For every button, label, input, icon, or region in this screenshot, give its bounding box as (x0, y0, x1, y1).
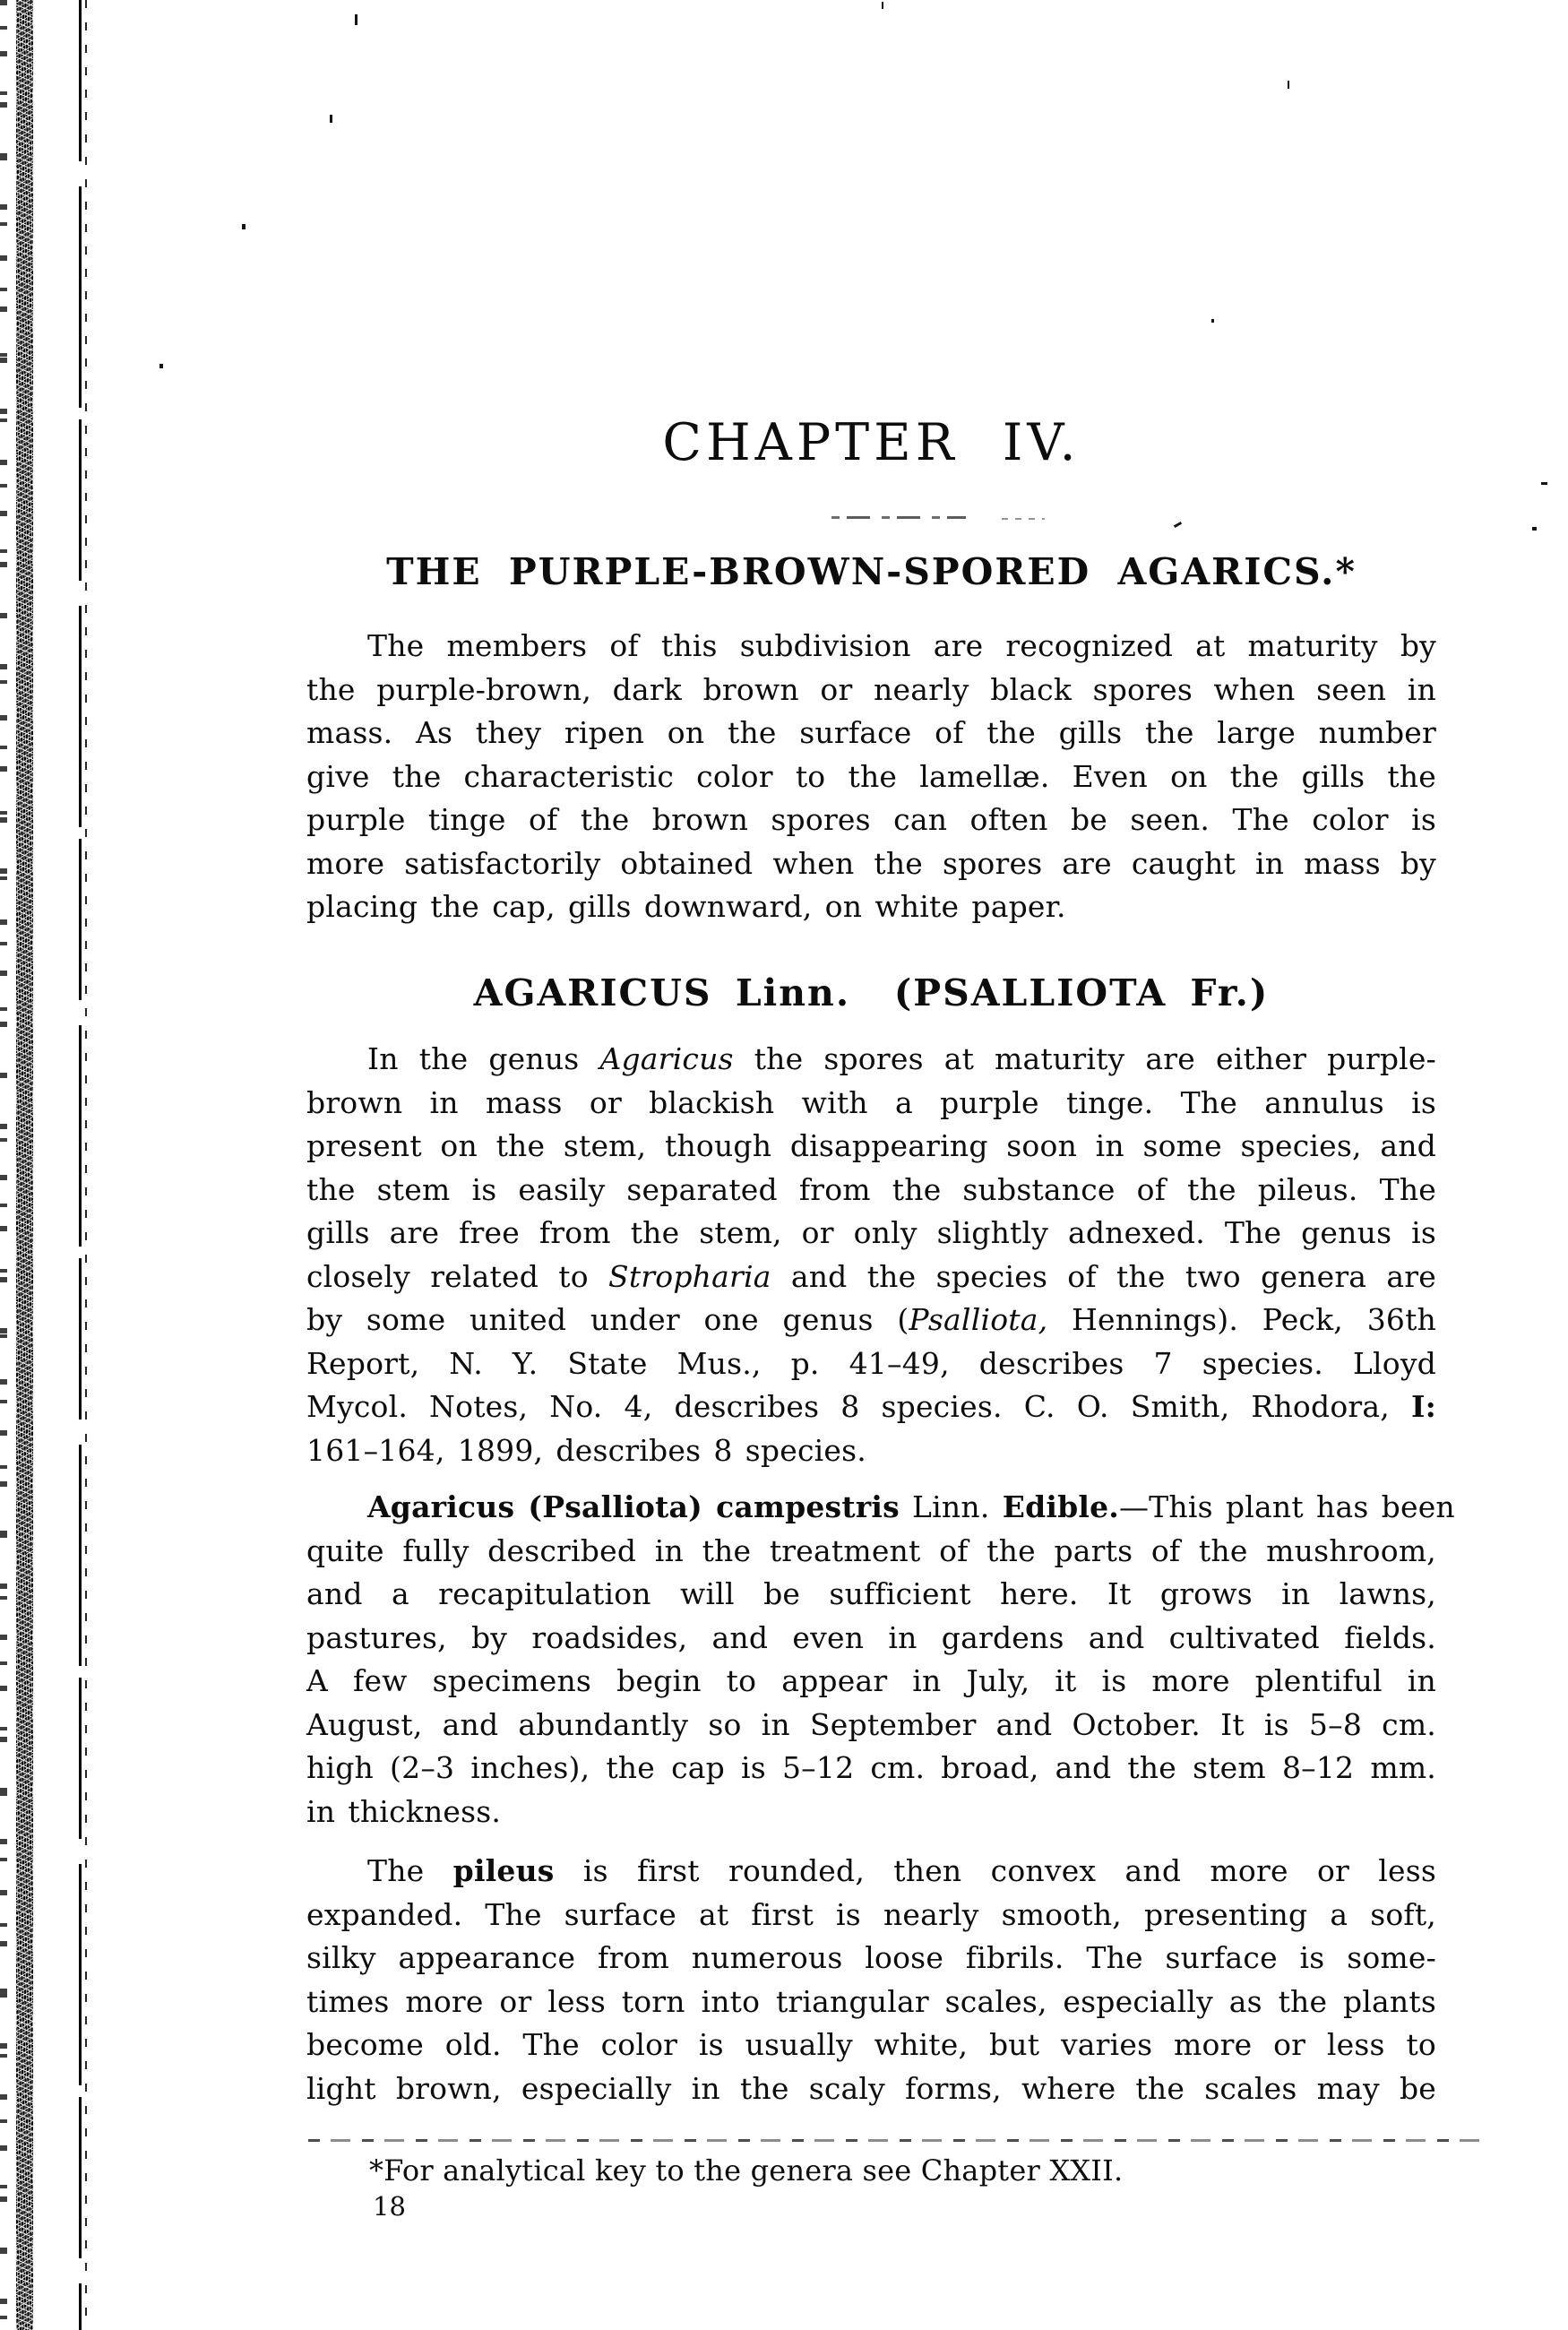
text-line: silky appearance from numerous loose fibrils. The surface is some- (306, 1940, 1436, 1975)
paragraph-intro (306, 625, 1436, 929)
ink-speck (882, 2, 883, 9)
ink-speck (1532, 527, 1537, 531)
text-line: the purple-brown, dark brown or nearly black spores when seen in (306, 671, 1436, 707)
text-line: Mycol. Notes, No. 4, describes 8 species. C. O. Smith, Rhodora, I: (306, 1389, 1436, 1424)
text-line: become old. The color is usually white, but varies more or less to (306, 2027, 1436, 2062)
text-line: quite fully described in the treatment of the parts of the mushroom, (306, 1532, 1436, 1568)
text-line: Agaricus (Psalliota) campestris Linn. Edible.—This plant has been (367, 1489, 1455, 1524)
paragraph-pileus (306, 1850, 1436, 2110)
text-line: August, and abundantly so in September and October. It is 5–8 cm. (306, 1706, 1436, 1742)
text-line: give the characteristic color to the lamellæ. Even on the gills the (306, 758, 1436, 794)
bold-species-name: Agaricus (Psalliota) campestris (367, 1489, 900, 1524)
text-line: mass. As they ripen on the surface of the gills the large number (306, 715, 1436, 750)
chapter-heading: CHAPTER IV. (662, 413, 1081, 472)
text-line: times more or less torn into triangular scales, especially as the plants (306, 1983, 1436, 2019)
binding-dotted-line (85, 0, 87, 2330)
italic-genus-name: Stropharia (608, 1258, 771, 1294)
paragraph-campestris (306, 1486, 1455, 1834)
text-line: and a recapitulation will be sufficient here. It grows in lawns, (306, 1576, 1436, 1611)
footnote: *For analytical key to the genera see Chapter XXII. (369, 2153, 1124, 2188)
bold-volume-number: I: (1410, 1389, 1436, 1424)
text-line: pastures, by roadsides, and even in gardens and cultivated fields. (306, 1619, 1436, 1655)
footnote-rule (308, 2139, 1484, 2142)
text-line: the stem is easily separated from the substance of the pileus. The (306, 1171, 1436, 1207)
text-line: The members of this subdivision are recognized at maturity by (367, 628, 1436, 663)
ink-speck (159, 364, 163, 368)
bold-pileus-term: pileus (452, 1853, 555, 1888)
text-line: by some united under one genus (Psalliota, Hennings). Peck, 36th (306, 1302, 1437, 1337)
text-line: high (2–3 inches), the cap is 5–12 cm. broad, and the stem 8–12 mm. (306, 1750, 1436, 1785)
text-line: In the genus Agaricus the spores at maturity are either purple- (367, 1041, 1436, 1076)
bold-edible-label: Edible. (1002, 1489, 1119, 1524)
text-line: gills are free from the stem, or only slightly adnexed. The genus is (306, 1215, 1436, 1250)
text-line: A few specimens begin to appear in July, it is more plentiful in (306, 1663, 1436, 1698)
chapter-separator-dashes (1002, 518, 1045, 520)
ink-speck (242, 224, 246, 229)
text-line: expanded. The surface at first is nearly smooth, presenting a soft, (306, 1896, 1436, 1932)
text-line: in thickness. (306, 1793, 502, 1829)
ink-speck (330, 115, 332, 123)
page-number: 18 (373, 2191, 406, 2222)
text-line: purple tinge of the brown spores can often be seen. The color is (306, 802, 1436, 837)
italic-genus-name: Psalliota, (909, 1302, 1048, 1337)
genus-heading: AGARICUS Linn. (PSALLIOTA Fr.) (473, 971, 1270, 1014)
page-edge-dashes (0, 0, 7, 2330)
ink-speck (1174, 522, 1182, 528)
text-line: placing the cap, gills downward, on white paper. (306, 889, 1066, 924)
ink-speck (1541, 482, 1547, 485)
text-line: light brown, especially in the scaly forms, where the scales may be (306, 2070, 1436, 2106)
ink-speck (1211, 319, 1214, 323)
binding-gutter-texture (16, 0, 33, 2330)
text-line: brown in mass or blackish with a purple tinge. The annulus is (306, 1084, 1436, 1120)
italic-genus-name: Agaricus (599, 1041, 734, 1076)
paragraph-genus-description (306, 1038, 1436, 1472)
binding-rule-line (79, 0, 82, 2330)
section-title: THE PURPLE-BROWN-SPORED AGARICS.* (386, 550, 1357, 593)
text-line: 161–164, 1899, describes 8 species. (306, 1432, 866, 1468)
text-line: closely related to Stropharia and the species of the two genera are (306, 1258, 1436, 1294)
ink-speck (1288, 81, 1289, 89)
text-line: more satisfactorily obtained when the spores are caught in mass by (306, 845, 1436, 881)
text-line: The pileus is first rounded, then convex and more or less (367, 1853, 1437, 1888)
text-line: present on the stem, though disappearing soon in some species, and (306, 1128, 1436, 1163)
chapter-separator-dashes (831, 516, 966, 519)
text-line: Report, N. Y. State Mus., p. 41–49, describes 7 species. Lloyd (306, 1345, 1436, 1381)
ink-speck (355, 14, 358, 25)
